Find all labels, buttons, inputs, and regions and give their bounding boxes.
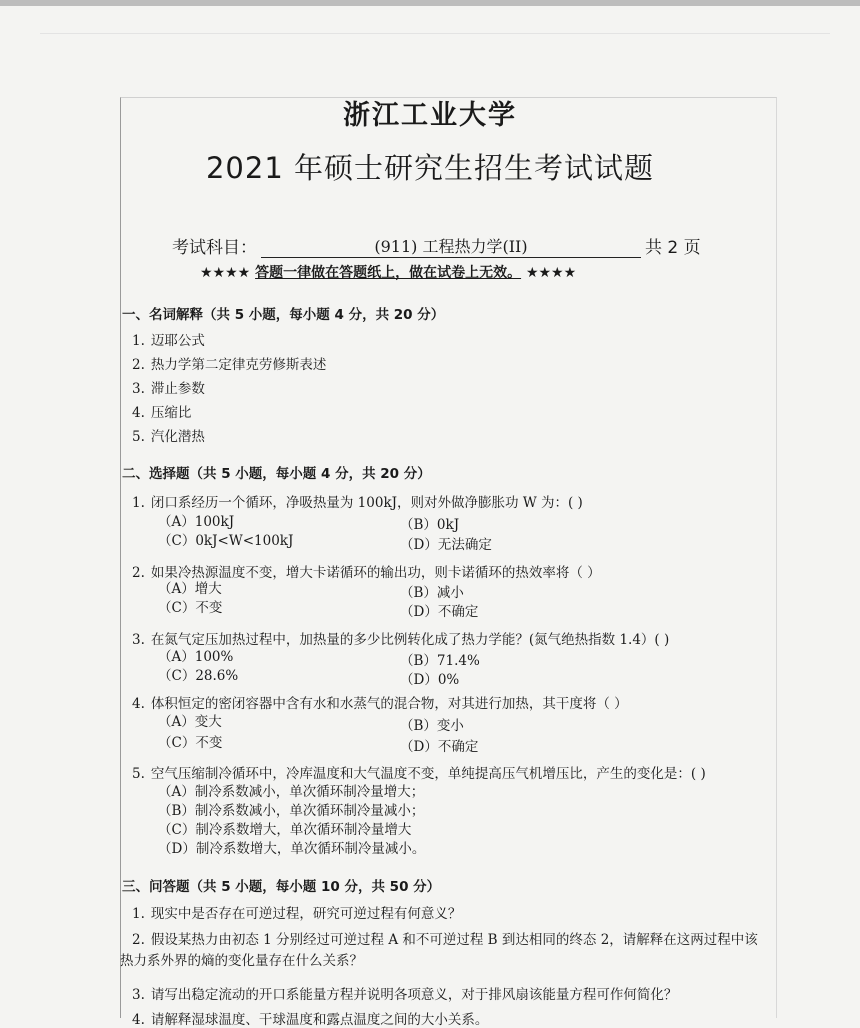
notice-stars-left: ★★★★	[200, 265, 251, 281]
section3-title: 三、问答题（共 5 小题，每小题 10 分，共 50 分）	[122, 879, 441, 895]
option: （D）制冷系数增大，单次循环制冷量减小。	[158, 841, 426, 857]
option: （A）100kJ	[158, 514, 235, 530]
question: 2. 如果冷热源温度不变，增大卡诺循环的输出功，则卡诺循环的热效率将（ ）	[132, 565, 601, 581]
notice-stars-right: ★★★★	[525, 265, 577, 281]
option: （B）0kJ	[400, 517, 460, 533]
option: （B）变小	[400, 718, 464, 734]
question: 5. 空气压缩制冷循环中，冷库温度和大气温度不变，单纯提高压气机增压比，产生的变化是：( )	[132, 766, 706, 782]
exam-title: 2021 年硕士研究生招生考试试题	[205, 151, 655, 185]
option: （A）变大	[158, 714, 222, 730]
list-item: 4. 压缩比	[132, 405, 192, 421]
option: （D）不确定	[400, 739, 479, 755]
option: （A）100%	[158, 649, 234, 665]
option: （D）0%	[400, 672, 460, 688]
question: 1. 闭口系经历一个循环，净吸热量为 100kJ，则对外做净膨胀功 W 为：( )	[132, 495, 583, 511]
option: （D）不确定	[400, 604, 479, 620]
answer-notice	[200, 262, 700, 286]
section1-title: 一、名词解释（共 5 小题，每小题 4 分，共 20 分）	[122, 307, 445, 323]
option: （C）0kJ<W<100kJ	[158, 533, 294, 549]
page-count: 共 2 页	[645, 238, 701, 258]
option: （B）71.4%	[400, 653, 480, 669]
option: （C）不变	[158, 600, 223, 616]
option: （A）制冷系数减小，单次循环制冷量增大；	[158, 784, 425, 800]
section2-title: 二、选择题（共 5 小题，每小题 4 分，共 20 分）	[122, 466, 431, 482]
subject-row	[172, 230, 732, 258]
list-item: 2. 假设某热力由初态 1 分别经过可逆过程 A 和不可逆过程 B 到达相同的终态 2，请解释在这两过程中该热力系外界的熵的变化量存在什么关系？	[120, 932, 758, 969]
list-item: 1. 现实中是否存在可逆过程，研究可逆过程有何意义？	[132, 906, 462, 922]
list-item: 3. 请写出稳定流动的开口系能量方程并说明各项意义，对于排风扇该能量方程可作何简化？	[132, 987, 678, 1003]
option: （A）增大	[158, 581, 222, 597]
scan-edge	[0, 0, 860, 6]
subject-label: 考试科目：	[172, 238, 257, 258]
subject-value: (911) 工程热力学(II)	[261, 234, 641, 258]
scan-artifact-line	[40, 33, 830, 34]
university-name: 浙江工业大学	[343, 100, 517, 131]
list-item: 5. 汽化潜热	[132, 429, 205, 445]
option: （D）无法确定	[400, 537, 492, 553]
option: （B）减小	[400, 585, 464, 601]
question: 3. 在氮气定压加热过程中，加热量的多少比例转化成了热力学能？(氮气绝热指数 1.4）( )	[132, 632, 670, 648]
list-item: 1. 迈耶公式	[132, 333, 205, 349]
list-item: 2. 热力学第二定律克劳修斯表述	[132, 357, 327, 373]
notice-text: 答题一律做在答题纸上，做在试卷上无效。	[255, 265, 522, 281]
option: （B）制冷系数减小，单次循环制冷量减小；	[158, 803, 425, 819]
list-item: 3. 滞止参数	[132, 381, 205, 397]
option: （C）28.6%	[158, 668, 239, 684]
title-block	[0, 96, 860, 192]
option: （C）制冷系数增大，单次循环制冷量增大	[158, 822, 412, 838]
question: 4. 体积恒定的密闭容器中含有水和水蒸气的混合物，对其进行加热，其干度将（ ）	[132, 696, 628, 712]
list-item: 4. 请解释湿球温度、干球温度和露点温度之间的大小关系。	[132, 1012, 489, 1028]
option: （C）不变	[158, 735, 223, 751]
